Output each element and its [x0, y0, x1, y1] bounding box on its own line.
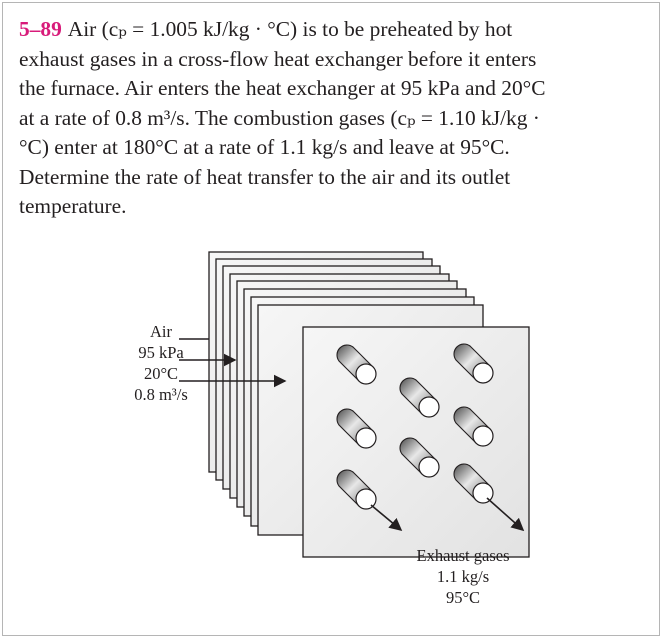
problem-line-7: temperature.: [19, 194, 127, 218]
air-inlet-label: [121, 321, 201, 405]
exhaust-flow-rate: 1.1 kg/s: [436, 567, 490, 586]
heat-exchanger-figure: [3, 3, 661, 637]
air-flow-rate: 0.8 m³/s: [134, 385, 188, 404]
problem-line-6: Determine the rate of heat transfer to the air and its outlet: [19, 164, 511, 189]
problem-line-2: exhaust gases in a cross-flow heat exchanger before it enters: [19, 46, 537, 71]
problem-line-4: at a rate of 0.8 m³/s. The combustion gases (cₚ = 1.10 kJ/kg ·: [19, 105, 540, 130]
plate-stack: [209, 252, 529, 557]
problem-number: 5–89: [19, 17, 62, 41]
air-temperature: 20°C: [143, 364, 179, 383]
problem-line-3: the furnace. Air enters the heat exchanger at 95 kPa and 20°C: [19, 76, 546, 100]
air-name: Air: [150, 322, 172, 341]
exhaust-outlet-label: [399, 545, 527, 608]
problem-line-1: Air (cₚ = 1.005 kJ/kg · °C) is to be preheated by hot: [67, 17, 513, 41]
exhaust-temperature: 95°C: [445, 588, 481, 607]
exhaust-name: Exhaust gases: [416, 546, 510, 565]
problem-line-5: °C) enter at 180°C at a rate of 1.1 kg/s and leave at 95°C.: [19, 135, 510, 159]
problem-card: [2, 2, 660, 636]
air-pressure: 95 kPa: [138, 343, 184, 362]
